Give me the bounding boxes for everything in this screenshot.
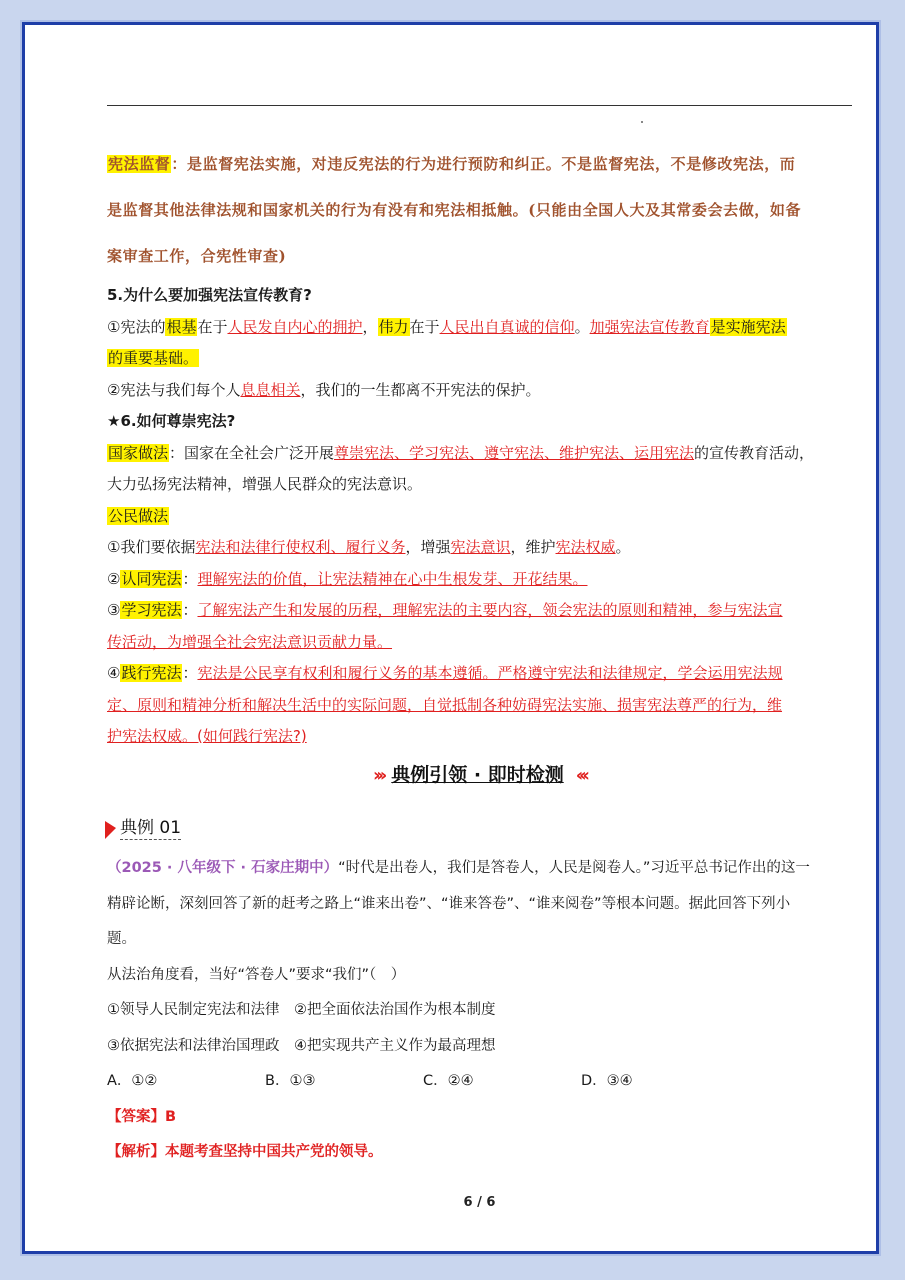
section-heading-text: 典例引领 · 即时检测	[391, 764, 564, 786]
option-d: D．③④	[581, 1073, 633, 1089]
definition-line-1: ：是监督宪法实施，对违反宪法的行为进行预防和纠正。不是监督宪法，不是修改宪法，而	[171, 155, 796, 173]
example-items-2: ③依据宪法和法律治国理政 ④把实现共产主义作为最高理想	[107, 1037, 496, 1054]
example-question: 从法治角度看，当好“答卷人”要求“我们”（ ）	[107, 966, 406, 983]
example-label: 典例 01	[105, 813, 181, 838]
option-b: B．①③	[265, 1073, 316, 1089]
citizen-point-4: ④践行宪法：宪法是公民享有权利和履行义务的基本遵循。严格遵守宪法和法律规定，学会运用宪法规	[107, 664, 783, 682]
example-items-1: ①领导人民制定宪法和法律 ②把全面依法治国作为根本制度	[107, 1002, 496, 1018]
q5-title: 5.为什么要加强宪法宣传教育?	[107, 286, 312, 304]
header-rule	[107, 105, 852, 106]
option-c: C．②④	[423, 1073, 474, 1089]
example-source: （2025 · 八年级下 · 石家庄期中）	[107, 860, 339, 876]
example-stem-1: （2025 · 八年级下 · 石家庄期中）“时代是出卷人，我们是答卷人，人民是阅卷人。”习近平总书记作出的这一	[107, 860, 810, 876]
chevrons-left-icon: ‹‹‹	[575, 765, 586, 786]
citizen-point-3: ③学习宪法：了解宪法产生和发展的历程，理解宪法的主要内容，领会宪法的原则和精神，参与宪法宣	[107, 601, 783, 619]
analysis: 【解析】本题考查坚持中国共产党的领导。	[107, 1144, 383, 1160]
definition-line-3: 案审查工作，合宪性审查)	[107, 247, 287, 265]
option-a: A．①②	[107, 1073, 158, 1089]
definition-block	[107, 141, 852, 279]
q6-title: ★6.如何尊崇宪法?	[107, 412, 236, 430]
q5-point-2: ②宪法与我们每个人息息相关，我们的一生都离不开宪法的保护。	[107, 380, 541, 399]
q5-point-1-cont: 的重要基础。	[108, 349, 199, 367]
flag-arrow-icon	[105, 819, 116, 839]
example-options	[107, 1064, 852, 1100]
citizen-point-3-cont: 传活动，为增强全社会宪法意识贡献力量。	[107, 632, 393, 651]
state-approach: 国家做法：国家在全社会广泛开展尊崇宪法、学习宪法、遵守宪法、维护宪法、运用宪法的宣传教育活动，	[108, 443, 815, 462]
chevrons-right-icon: ›››	[373, 765, 384, 786]
citizen-point-4-cont2: 护宪法权威。(如何践行宪法?)	[107, 727, 307, 745]
definition-term: 宪法监督	[108, 155, 171, 173]
example-stem-2: 精辟论断，深刻回答了新的赶考之路上“谁来出卷”、“谁来答卷”、“谁来阅卷”等根本问题。据此回答下列小	[107, 895, 791, 912]
citizen-point-4-cont: 定、原则和精神分析和解决生活中的实际问题，自觉抵制各种妨碍宪法实施、损害宪法尊严的行为，维	[107, 695, 783, 714]
example-stem-3: 题。	[107, 931, 136, 947]
citizen-label: 公民做法	[108, 506, 169, 525]
content-block	[107, 280, 852, 753]
document-page	[107, 25, 852, 1251]
speck	[641, 121, 643, 123]
citizen-point-1: ①我们要依据宪法和法律行使权利、履行义务，增强宪法意识，维护宪法权威。	[107, 538, 631, 556]
definition-line-2: 是监督其他法律法规和国家机关的行为有没有和宪法相抵触。(只能由全国人大及其常委会去做，如备	[107, 201, 802, 219]
citizen-point-2: ②认同宪法：理解宪法的价值，让宪法精神在心中生根发芽、开花结果。	[107, 569, 588, 588]
page-number: 6 / 6	[463, 1195, 496, 1210]
state-approach-cont: 大力弘扬宪法精神，增强人民群众的宪法意识。	[107, 475, 423, 493]
page-frame	[22, 22, 879, 1254]
example-block	[107, 851, 852, 1171]
q5-point-1: ①宪法的根基在于人民发自内心的拥护，伟力在于人民出自真诚的信仰。加强宪法宣传教育是实施宪法	[107, 317, 786, 336]
answer: 【答案】B	[107, 1108, 177, 1125]
section-heading	[107, 760, 852, 787]
